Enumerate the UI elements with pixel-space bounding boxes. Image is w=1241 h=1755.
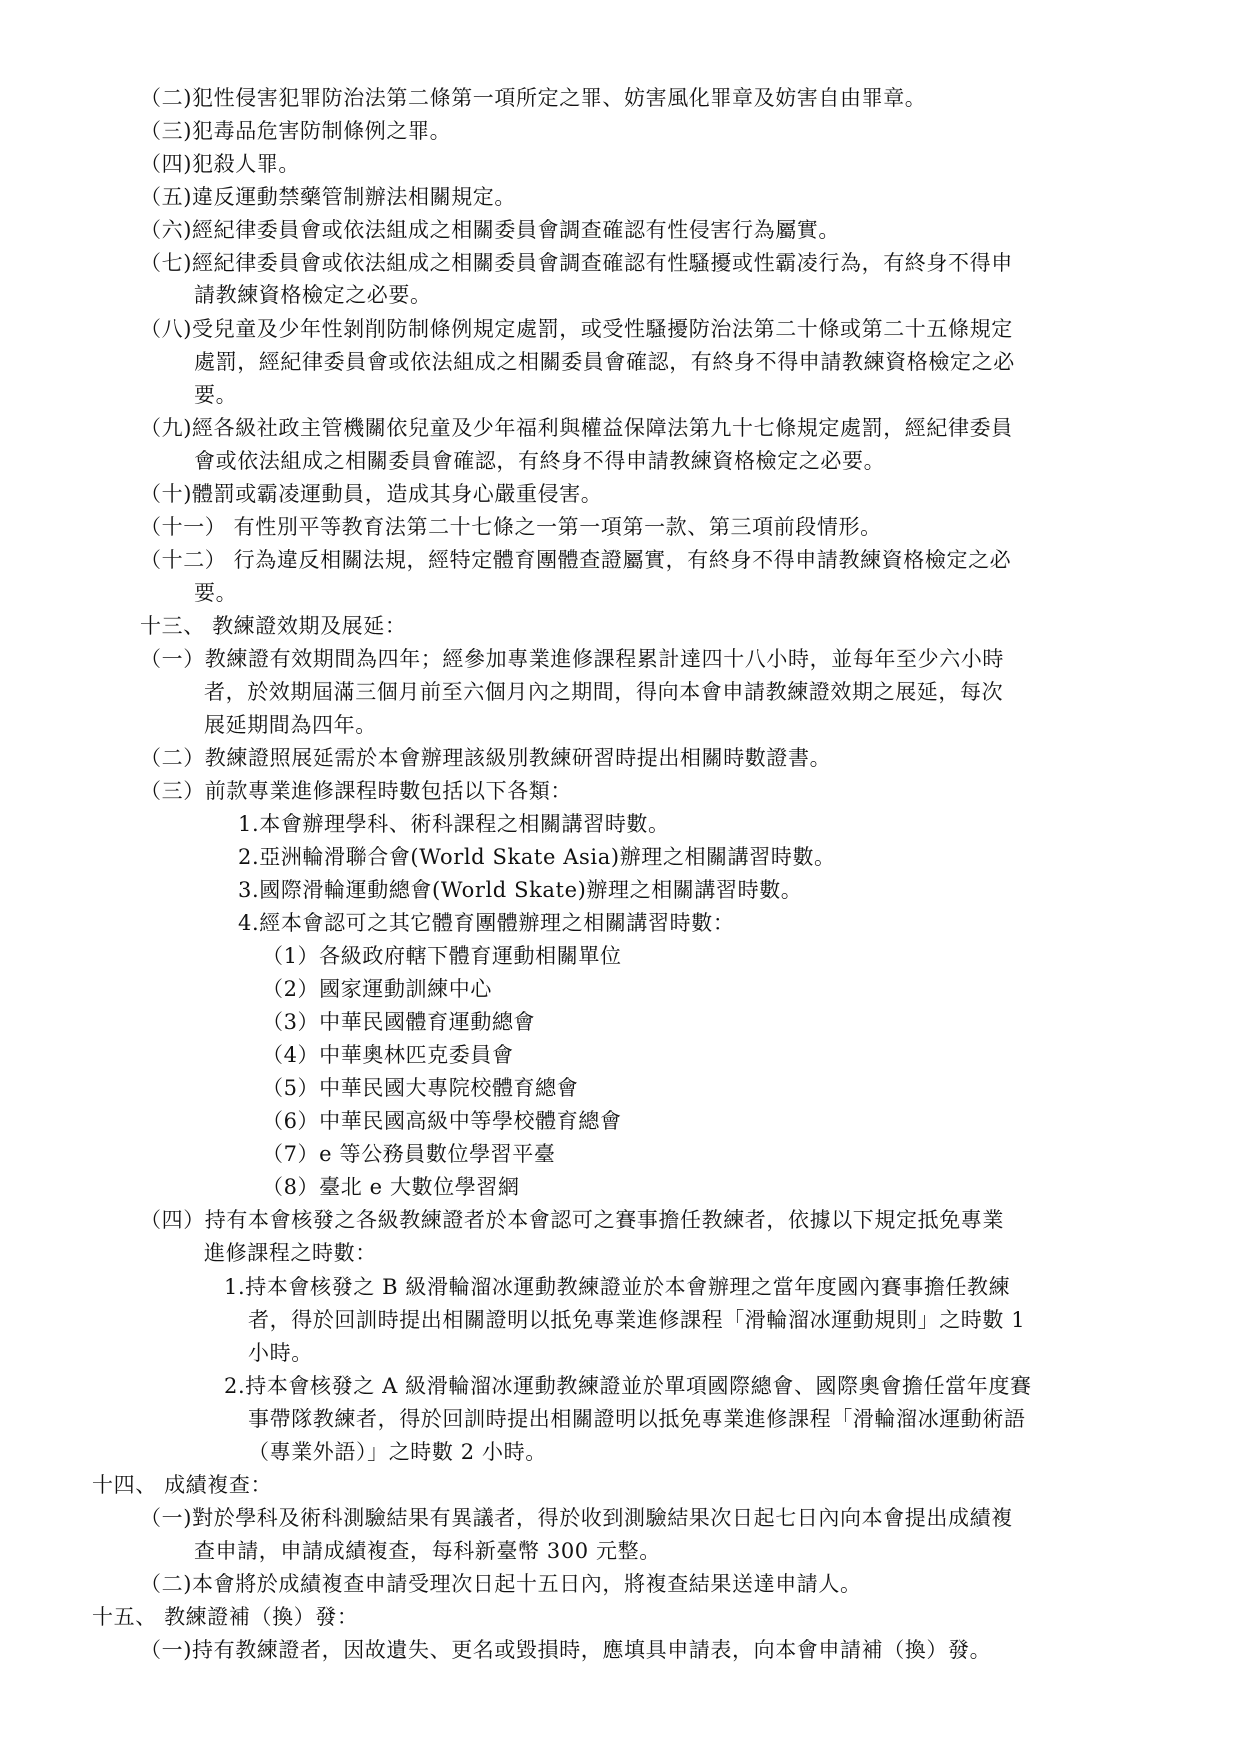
text-line: （一)持有教練證者，因故遺失、更名或毀損時，應填具申請表，向本會申請補（換）發。 xyxy=(140,1638,992,1662)
list-item: （3）中華民國體育運動總會 xyxy=(262,1010,536,1034)
text-line: 要。 xyxy=(194,383,238,407)
text-line: （四)犯殺人罪。 xyxy=(140,152,300,176)
text-line: 展延期間為四年。 xyxy=(204,713,377,737)
list-item: 1.本會辦理學科、術科課程之相關講習時數。 xyxy=(238,812,670,836)
list-item: （4）中華奧林匹克委員會 xyxy=(262,1043,514,1067)
list-item: （6）中華民國高級中等學校體育總會 xyxy=(262,1109,622,1133)
section-heading-13: 十三、 教練證效期及展延： xyxy=(140,614,407,638)
text-line: （五)違反運動禁藥管制辦法相關規定。 xyxy=(140,185,516,209)
list-item: （5）中華民國大專院校體育總會 xyxy=(262,1076,579,1100)
list-item: （7）e 等公務員數位學習平臺 xyxy=(262,1142,556,1166)
text-line: （八)受兒童及少年性剝削防制條例規定處罰，或受性騷擾防治法第二十條或第二十五條規定 xyxy=(140,317,1013,341)
list-item: （8）臺北 e 大數位學習網 xyxy=(262,1175,520,1199)
list-item: 2.持本會核發之 A 級滑輪溜冰運動教練證並於單項國際總會、國際奧會擔任當年度賽 xyxy=(224,1374,1032,1398)
text-line: 事帶隊教練者，得於回訓時提出相關證明以抵免專業進修課程「滑輪溜冰運動術語 xyxy=(248,1407,1026,1431)
text-line: （專業外語）」之時數 2 小時。 xyxy=(248,1440,547,1464)
list-item: 2.亞洲輪滑聯合會(World Skate Asia)辦理之相關講習時數。 xyxy=(238,845,836,869)
text-line: 者，得於回訓時提出相關證明以抵免專業進修課程「滑輪溜冰運動規則」之時數 1 xyxy=(248,1308,1026,1332)
text-line: （三）前款專業進修課程時數包括以下各類： xyxy=(140,779,572,803)
text-line: （十)體罰或霸凌運動員，造成其身心嚴重侵害。 xyxy=(140,482,603,506)
text-line: 進修課程之時數： xyxy=(204,1241,377,1265)
text-line: （七)經紀律委員會或依法組成之相關委員會調查確認有性騷擾或性霸凌行為，有終身不得申 xyxy=(140,251,1013,275)
text-line: 小時。 xyxy=(248,1341,313,1365)
text-line: 者，於效期屆滿三個月前至六個月內之期間，得向本會申請教練證效期之展延，每次 xyxy=(204,680,1004,704)
text-line: （三)犯毒品危害防制條例之罪。 xyxy=(140,119,452,143)
text-line: （二）教練證照展延需於本會辦理該級別教練研習時提出相關時數證書。 xyxy=(140,746,832,770)
text-line: 會或依法組成之相關委員會確認，有終身不得申請教練資格檢定之必要。 xyxy=(194,449,886,473)
text-line: 請教練資格檢定之必要。 xyxy=(194,283,432,307)
list-item: （1）各級政府轄下體育運動相關單位 xyxy=(262,944,622,968)
text-line: （一）教練證有效期間為四年；經參加專業進修課程累計達四十八小時，並每年至少六小時 xyxy=(140,647,1004,671)
text-line: 查申請，申請成績複查，每科新臺幣 300 元整。 xyxy=(194,1539,661,1563)
text-line: （二)犯性侵害犯罪防治法第二條第一項所定之罪、妨害風化罪章及妨害自由罪章。 xyxy=(140,86,927,110)
list-item: 4.經本會認可之其它體育團體辦理之相關講習時數： xyxy=(238,911,735,935)
section-heading-14: 十四、 成績複查： xyxy=(92,1473,273,1497)
text-line: （十二） 行為違反相關法規，經特定體育團體查證屬實，有終身不得申請教練資格檢定之必 xyxy=(140,548,1012,572)
text-line: （六)經紀律委員會或依法組成之相關委員會調查確認有性侵害行為屬實。 xyxy=(140,218,840,242)
text-line: （十一） 有性別平等教育法第二十七條之一第一項第一款、第三項前段情形。 xyxy=(140,515,882,539)
text-line: 處罰，經紀律委員會或依法組成之相關委員會確認，有終身不得申請教練資格檢定之必 xyxy=(194,350,1015,374)
text-line: （四）持有本會核發之各級教練證者於本會認可之賽事擔任教練者，依據以下規定抵免專業 xyxy=(140,1208,1004,1232)
text-line: （二)本會將於成績複查申請受理次日起十五日內，將複查結果送達申請人。 xyxy=(140,1572,862,1596)
list-item: 1.持本會核發之 B 級滑輪溜冰運動教練證並於本會辦理之當年度國內賽事擔任教練 xyxy=(224,1275,1011,1299)
text-line: 要。 xyxy=(194,581,238,605)
list-item: 3.國際滑輪運動總會(World Skate)辦理之相關講習時數。 xyxy=(238,878,803,902)
text-line: （一)對於學科及術科測驗結果有異議者，得於收到測驗結果次日起七日內向本會提出成績複 xyxy=(140,1506,1013,1530)
text-line: （九)經各級社政主管機關依兒童及少年福利與權益保障法第九十七條規定處罰，經紀律委員 xyxy=(140,416,1013,440)
section-heading-15: 十五、 教練證補（換）發： xyxy=(92,1605,359,1629)
list-item: （2）國家運動訓練中心 xyxy=(262,977,492,1001)
